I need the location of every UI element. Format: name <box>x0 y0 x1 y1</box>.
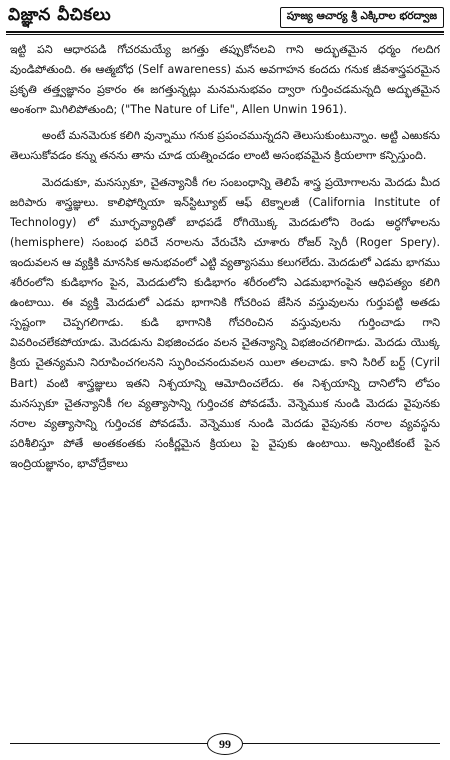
page-body <box>10 40 440 726</box>
paragraph-2: అంటే మనమెరుక కలిగి వున్నాము గనుక ప్రపంచమున్నదని తెలుసుకుంటున్నాం. అట్టి ఎఱుకను తెలుసుకోవడం కన్ను తనను తాను చూడ యత్నించడం లాంటి అసంభవమైన క్రియలాగా కన్పిస్తుంది. <box>10 129 440 163</box>
paragraph-3: మెదడుకూ, మనస్సుకూ, చైతన్యానికీ గల సంబంధాన్ని తెలిపే శాస్త్ర ప్రయోగాలను మెదడు మీద జరిపారు శాస్త్రజ్ఞులు. కాలిఫోర్నియా ఇన్‌స్టిట్యూట్ ఆఫ్ టెక్నాలజీ (California Institute of Technology) లో మూర్ఛవ్యాధితో బాధపడే రోగియొక్క మెదడులోని రెండు అర్ధగోళాలను (hemisphere) సంబంధ పరిచే నరాలను వేరుచేసి చూశారు రోజర్ స్పెరీ (Roger Spery). ఇందువలన ఆ వ్యక్తికి మానసిక అనుభవంలో ఎట్టి వ్యత్యాసము కలుగలేదు. మెదడులో ఎడమ భాగము శరీరంలోని కుడిభాగం పైన, మెదడులోని కుడిభాగం శరీరంలోని ఎడమభాగంపైన ఆధిపత్యం కలిగి ఉంటాయి. ఈ వ్యక్తి మెదడులో ఎడమ భాగానికి గోచరింప జేసిన వస్తువులను గుర్తుపట్టి అతడు స్పష్టంగా చెప్పగలిగాడు. కుడి భాగానికి గోచరించిన వస్తువులను గుర్తించాడు గాని వివరించలేకపోయాడు. మెదడును విభజించడం వలన చైతన్యాన్ని విభజించగలిగాడు. మెదడు యొక్క క్రియ చైతన్యమని నిరూపించగలనని స్ఫురించనందువలన యిలా తలచాడు. కాని సిరిల్ బర్ట్ (Cyril Bart) వంటి శాస్త్రజ్ఞులు ఇతని నిశ్చయాన్ని ఆమోదించలేదు. ఈ నిశ్చయాన్ని దానిలోని లోపం మనస్సుకూ చైతన్యానికీ గల వ్యత్యాసాన్ని గుర్తించక పోవడమే. వెన్నెముక నుండి మెదడు వైపునకు నరాల వ్యత్యాసాన్ని గుర్తించక పోవడమే. వెన్నెముక నుండి మెదడు వైపునకు నరాల వ్యవస్థను పరిశీలిస్తూ పోతే అంతకంతకు సంకీర్ణమైన క్రియలు పై వైపుకు ఉంటాయి. అన్నింటికంటే పైన ఇంద్రియజ్ఞానం, భావోద్రేకాలు <box>10 175 440 470</box>
running-header <box>6 4 444 30</box>
page-footer <box>0 732 450 756</box>
author-label: పూజ్య ఆచార్య శ్రీ ఎక్కిరాల భరద్వాజ <box>280 7 444 28</box>
header-rule <box>6 31 444 35</box>
page-number: 99 <box>207 733 243 755</box>
paragraph-1: ఇట్టి పని ఆధారపడి గోచరమయ్యే జగత్తు తప్పుకోనలవి గాని అద్భుతమైన ధర్మం గలదిగ వుండిపోతుంది. ఈ ఆత్మబోధ (Self awareness) మన అవగాహన కందదు గనుక జీవశాస్త్రపరమైన ప్రకృతి తత్త్వజ్ఞానం ప్రకారం ఈ జగత్తున్నట్లు మనమనుభవం ద్వారా గుర్తించడమన్నది అద్భుతమైన అంశంగా మిగిలిపోతుంది; ("The Nature of Life", Allen Unwin 1961). <box>10 43 440 117</box>
book-title: విజ్ఞాన వీచికలు <box>8 5 112 25</box>
